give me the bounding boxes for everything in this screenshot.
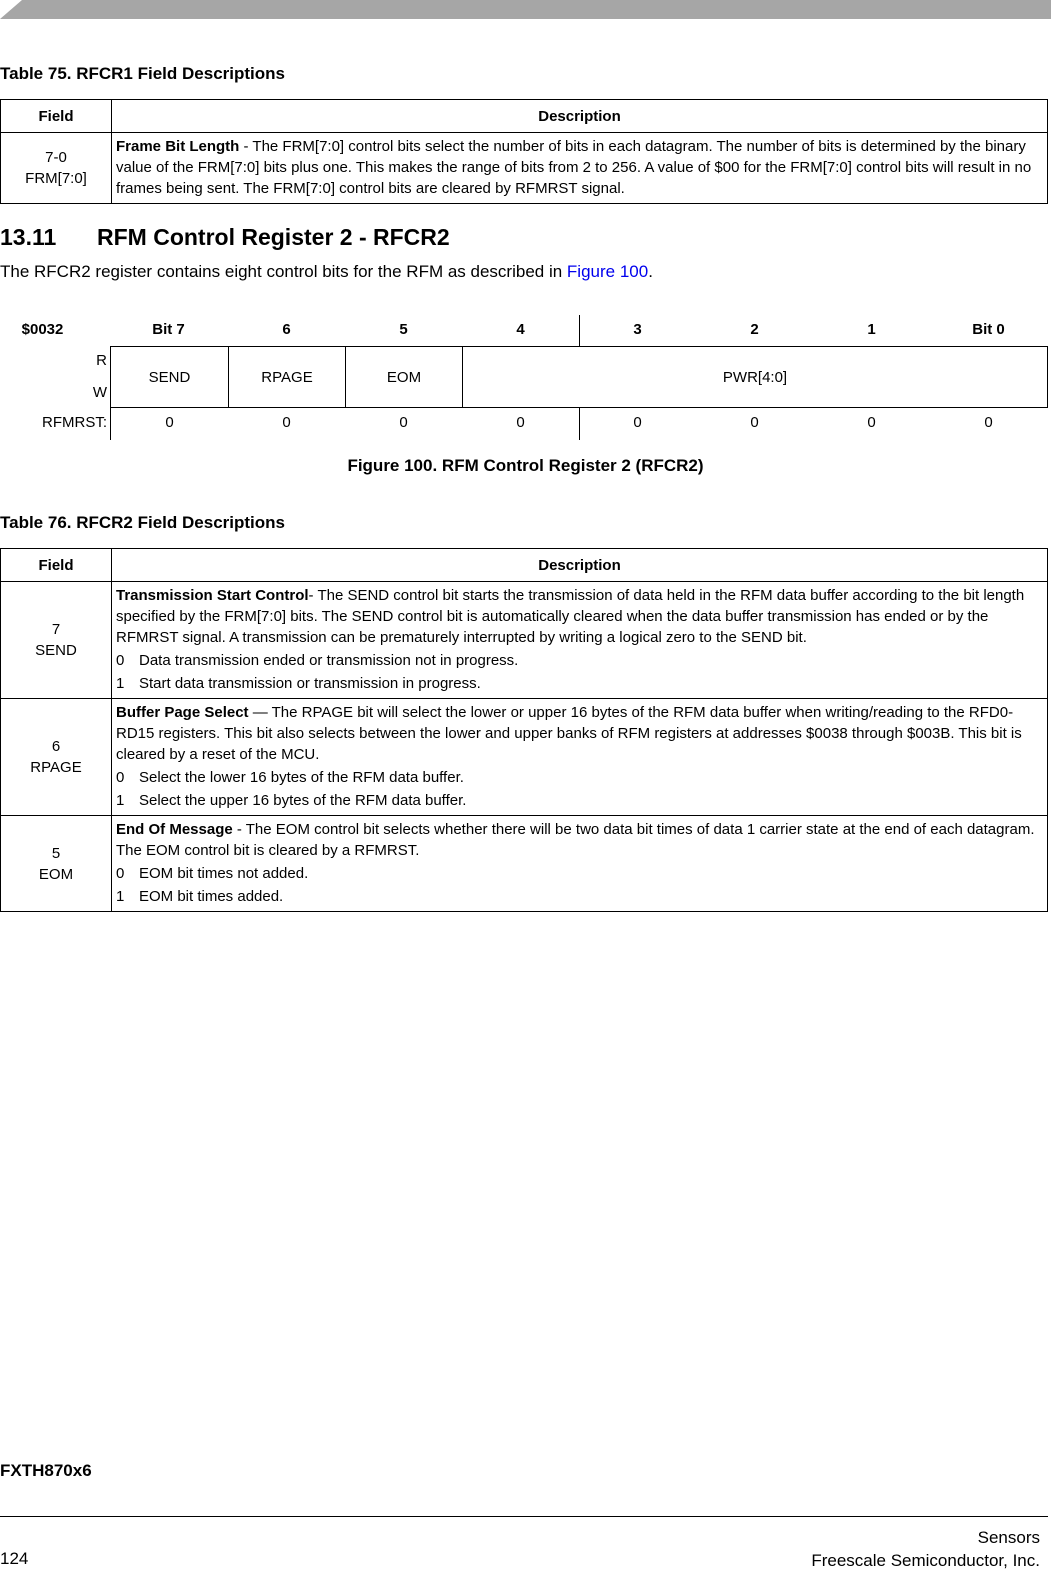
footer-part-number: FXTH870x6: [0, 1461, 92, 1480]
description-cell: [112, 699, 1048, 816]
footer-category: Sensors: [977, 1528, 1040, 1547]
field-name: EOM: [38, 865, 74, 883]
reset-value-1: 0: [867, 414, 876, 431]
table-row: [1, 816, 1048, 912]
intro-text: The RFCR2 register contains eight control bits for the RFM as described in: [0, 262, 567, 281]
field-bits: 5: [51, 844, 61, 862]
description-title: End Of Message: [116, 821, 233, 838]
enum-key: 1: [116, 792, 125, 809]
section-number: 13.11: [0, 224, 57, 250]
footer-divider: [0, 1516, 1048, 1517]
register-field-pwr: PWR[4:0]: [462, 346, 1048, 408]
reset-value-6: 0: [282, 414, 291, 431]
enum-key: 0: [116, 652, 125, 669]
field-bits: 7: [51, 621, 61, 638]
section-heading: [0, 224, 450, 251]
enum-item: [116, 650, 1043, 671]
table-76-header-description: Description: [112, 549, 1048, 582]
table-75-header-field: Field: [1, 100, 112, 133]
bit-header-1: 1: [867, 321, 876, 338]
footer-company: Freescale Semiconductor, Inc.: [811, 1551, 1040, 1570]
enum-item: [116, 886, 1043, 907]
enum-key: 0: [116, 769, 125, 786]
description-text: - The EOM control bit selects whether there will be two data bit times of data 1 carrier state at the end of each datagram. The EOM control bit is cleared by a RFMRST.: [116, 821, 1035, 859]
reset-value-5: 0: [399, 414, 408, 431]
register-address: $0032: [21, 321, 64, 338]
description-text: - The FRM[7:0] control bits select the number of bits in each datagram. The number of bits is determined by the binary value of the FRM[7:0] bits plus one. This makes the range of bits from 2 to 256. A value of $00 for the FRM[7:0] control bits will result in no frames being sent. The FRM[7:0] control bits are cleared by RFMRST signal.: [116, 138, 1032, 197]
description-title: Buffer Page Select: [116, 704, 249, 721]
page-number: 124: [0, 1549, 29, 1568]
table-76: [0, 548, 1048, 912]
bit-header-4: 4: [516, 321, 525, 338]
reset-value-3: 0: [633, 414, 642, 431]
section-title: RFM Control Register 2 - RFCR2: [97, 224, 450, 250]
bit-header-0: Bit 0: [972, 321, 1005, 338]
enum-item: [116, 790, 1043, 811]
write-label: W: [92, 384, 107, 401]
enum-value: EOM bit times not added.: [139, 865, 309, 882]
description-cell: [112, 816, 1048, 912]
register-field-send: SEND: [110, 346, 229, 408]
field-name: FRM[7:0]: [25, 170, 87, 187]
bit-header-6: 6: [282, 321, 291, 338]
description-title: Transmission Start Control: [116, 587, 309, 604]
reset-value-7: 0: [165, 414, 174, 431]
field-cell: [1, 133, 112, 204]
field-cell: [1, 582, 112, 699]
enum-item: [116, 863, 1043, 884]
description-cell: [112, 133, 1048, 204]
enum-value: Start data transmission or transmission in progress.: [139, 675, 481, 692]
table-76-header-field: Field: [1, 549, 112, 582]
read-label: R: [96, 352, 107, 369]
bit-header-2: 2: [750, 321, 759, 338]
description-text: — The RPAGE bit will select the lower or upper 16 bytes of the RFM data buffer when writing/reading to the RFD0-RD15 registers. This bit also selects between the lower and upper banks of RFM registers at addresses $0038 through $003B. This bit is cleared by a reset of the MCU.: [116, 704, 1022, 763]
table-row: [1, 699, 1048, 816]
reset-value-2: 0: [750, 414, 759, 431]
enum-item: [116, 767, 1043, 788]
footer-publisher: [811, 1526, 1040, 1572]
reset-value-0: 0: [984, 414, 993, 431]
enum-key: 1: [116, 675, 125, 692]
table-76-caption: Table 76. RFCR2 Field Descriptions: [0, 513, 285, 532]
nibble-divider-top: [579, 315, 580, 346]
enum-value: Select the lower 16 bytes of the RFM data buffer.: [139, 769, 464, 786]
field-name: SEND: [35, 642, 77, 659]
reset-label: RFMRST:: [42, 414, 107, 431]
register-field-eom: EOM: [345, 346, 463, 408]
description-title: Frame Bit Length: [116, 138, 240, 155]
bit-header-5: 5: [399, 321, 408, 338]
enum-value: EOM bit times added.: [139, 888, 284, 905]
description-text: - The SEND control bit starts the transmission of data held in the RFM data buffer according to the bit length specified by the FRM[7:0] bits. The SEND control bit is automatically cleared when the data buffer transmission has ended or by the RFMRST signal. A transmission can be prematurely interrupted by writing a logical zero to the SEND bit.: [116, 587, 1025, 646]
table-75-caption: Table 75. RFCR1 Field Descriptions: [0, 64, 285, 83]
field-cell: [1, 816, 112, 912]
enum-key: 0: [116, 865, 125, 882]
enum-key: 1: [116, 888, 125, 905]
reset-value-4: 0: [516, 414, 525, 431]
figure-100-link[interactable]: Figure 100: [566, 262, 649, 281]
section-intro: [0, 262, 653, 282]
enum-value: Data transmission ended or transmission not in progress.: [139, 652, 519, 669]
field-bits: 7-0: [45, 149, 67, 166]
bit-header-7: Bit 7: [152, 321, 185, 338]
enum-value: Select the upper 16 bytes of the RFM data buffer.: [139, 792, 467, 809]
register-field-rpage: RPAGE: [228, 346, 346, 408]
figure-100-caption: Figure 100. RFM Control Register 2 (RFCR2): [347, 456, 704, 475]
field-cell: [1, 699, 112, 816]
reset-divider-left: [110, 408, 111, 440]
table-75-header-description: Description: [112, 100, 1048, 133]
table-75: [0, 99, 1048, 204]
top-banner-bar: [0, 0, 1051, 19]
table-row: [1, 133, 1048, 204]
intro-text-end: .: [648, 262, 653, 281]
bit-header-3: 3: [633, 321, 642, 338]
field-name: RPAGE: [30, 759, 82, 776]
field-bits: 6: [51, 738, 61, 755]
table-row: [1, 582, 1048, 699]
enum-item: [116, 673, 1043, 694]
description-cell: [112, 582, 1048, 699]
nibble-divider-bottom: [579, 408, 580, 440]
